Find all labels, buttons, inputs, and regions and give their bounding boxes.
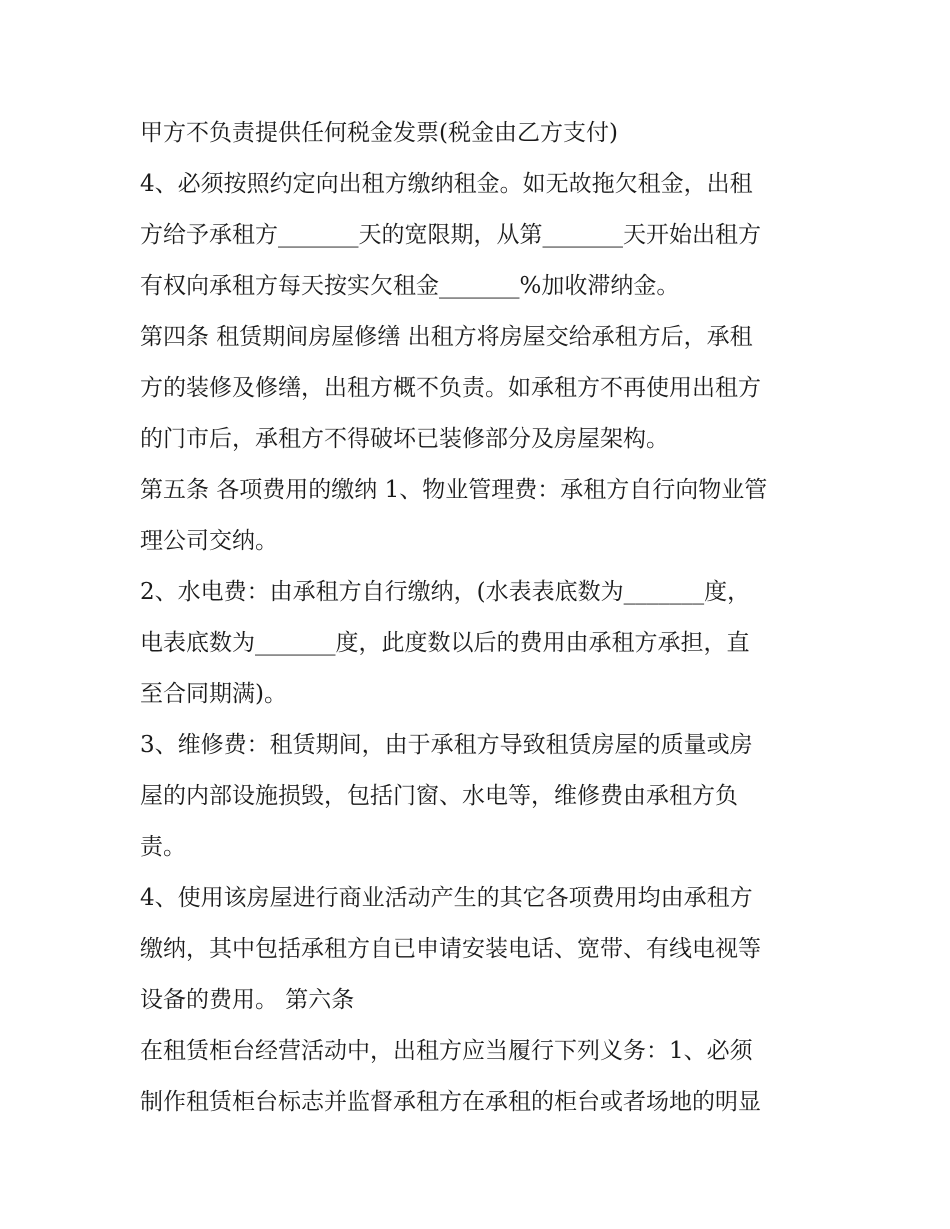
text-line: 的门市后，承租方不得破坏已装修部分及房屋架构。 bbox=[140, 426, 669, 452]
text-line: 设备的费用。 第六条 bbox=[140, 987, 355, 1013]
document-body bbox=[140, 108, 840, 1128]
text-line: 甲方不负责提供任何税金发票(税金由乙方支付) bbox=[140, 120, 618, 146]
text-line: 2、水电费：由承租方自行缴纳，(水表表底数为_______度， bbox=[140, 579, 751, 605]
text-line: 在租赁柜台经营活动中，出租方应当履行下列义务：1、必须 bbox=[140, 1038, 753, 1064]
text-line: 屋的内部设施损毁，包括门窗、水电等，维修费由承租方负 bbox=[140, 783, 738, 809]
text-line: 电表底数为_______度，此度数以后的费用由承租方承担，直 bbox=[140, 630, 750, 656]
text-line: 第五条 各项费用的缴纳 1、物业管理费：承租方自行向物业管 bbox=[140, 477, 768, 503]
text-line: 4、必须按照约定向出租方缴纳租金。如无故拖欠租金，出租 bbox=[140, 171, 753, 197]
text-line: 有权向承租方每天按实欠租金_______%加收滞纳金。 bbox=[140, 273, 680, 299]
text-line: 方的装修及修缮，出租方概不负责。如承租方不再使用出租方 bbox=[140, 375, 761, 401]
text-line: 3、维修费：租赁期间，由于承租方导致租赁房屋的质量或房 bbox=[140, 732, 753, 758]
text-line: 缴纳，其中包括承租方自已申请安装电话、宽带、有线电视等 bbox=[140, 936, 761, 962]
text-line: 至合同期满)。 bbox=[140, 681, 287, 707]
text-line: 理公司交纳。 bbox=[140, 528, 278, 554]
text-line: 责。 bbox=[140, 834, 186, 860]
text-line: 4、使用该房屋进行商业活动产生的其它各项费用均由承租方 bbox=[140, 885, 753, 911]
text-line: 制作租赁柜台标志并监督承租方在承租的柜台或者场地的明显 bbox=[140, 1089, 761, 1115]
text-line: 第四条 租赁期间房屋修缮 出租方将房屋交给承租方后，承租 bbox=[140, 324, 753, 350]
text-line: 方给予承租方_______天的宽限期，从第_______天开始出租方 bbox=[140, 222, 761, 248]
